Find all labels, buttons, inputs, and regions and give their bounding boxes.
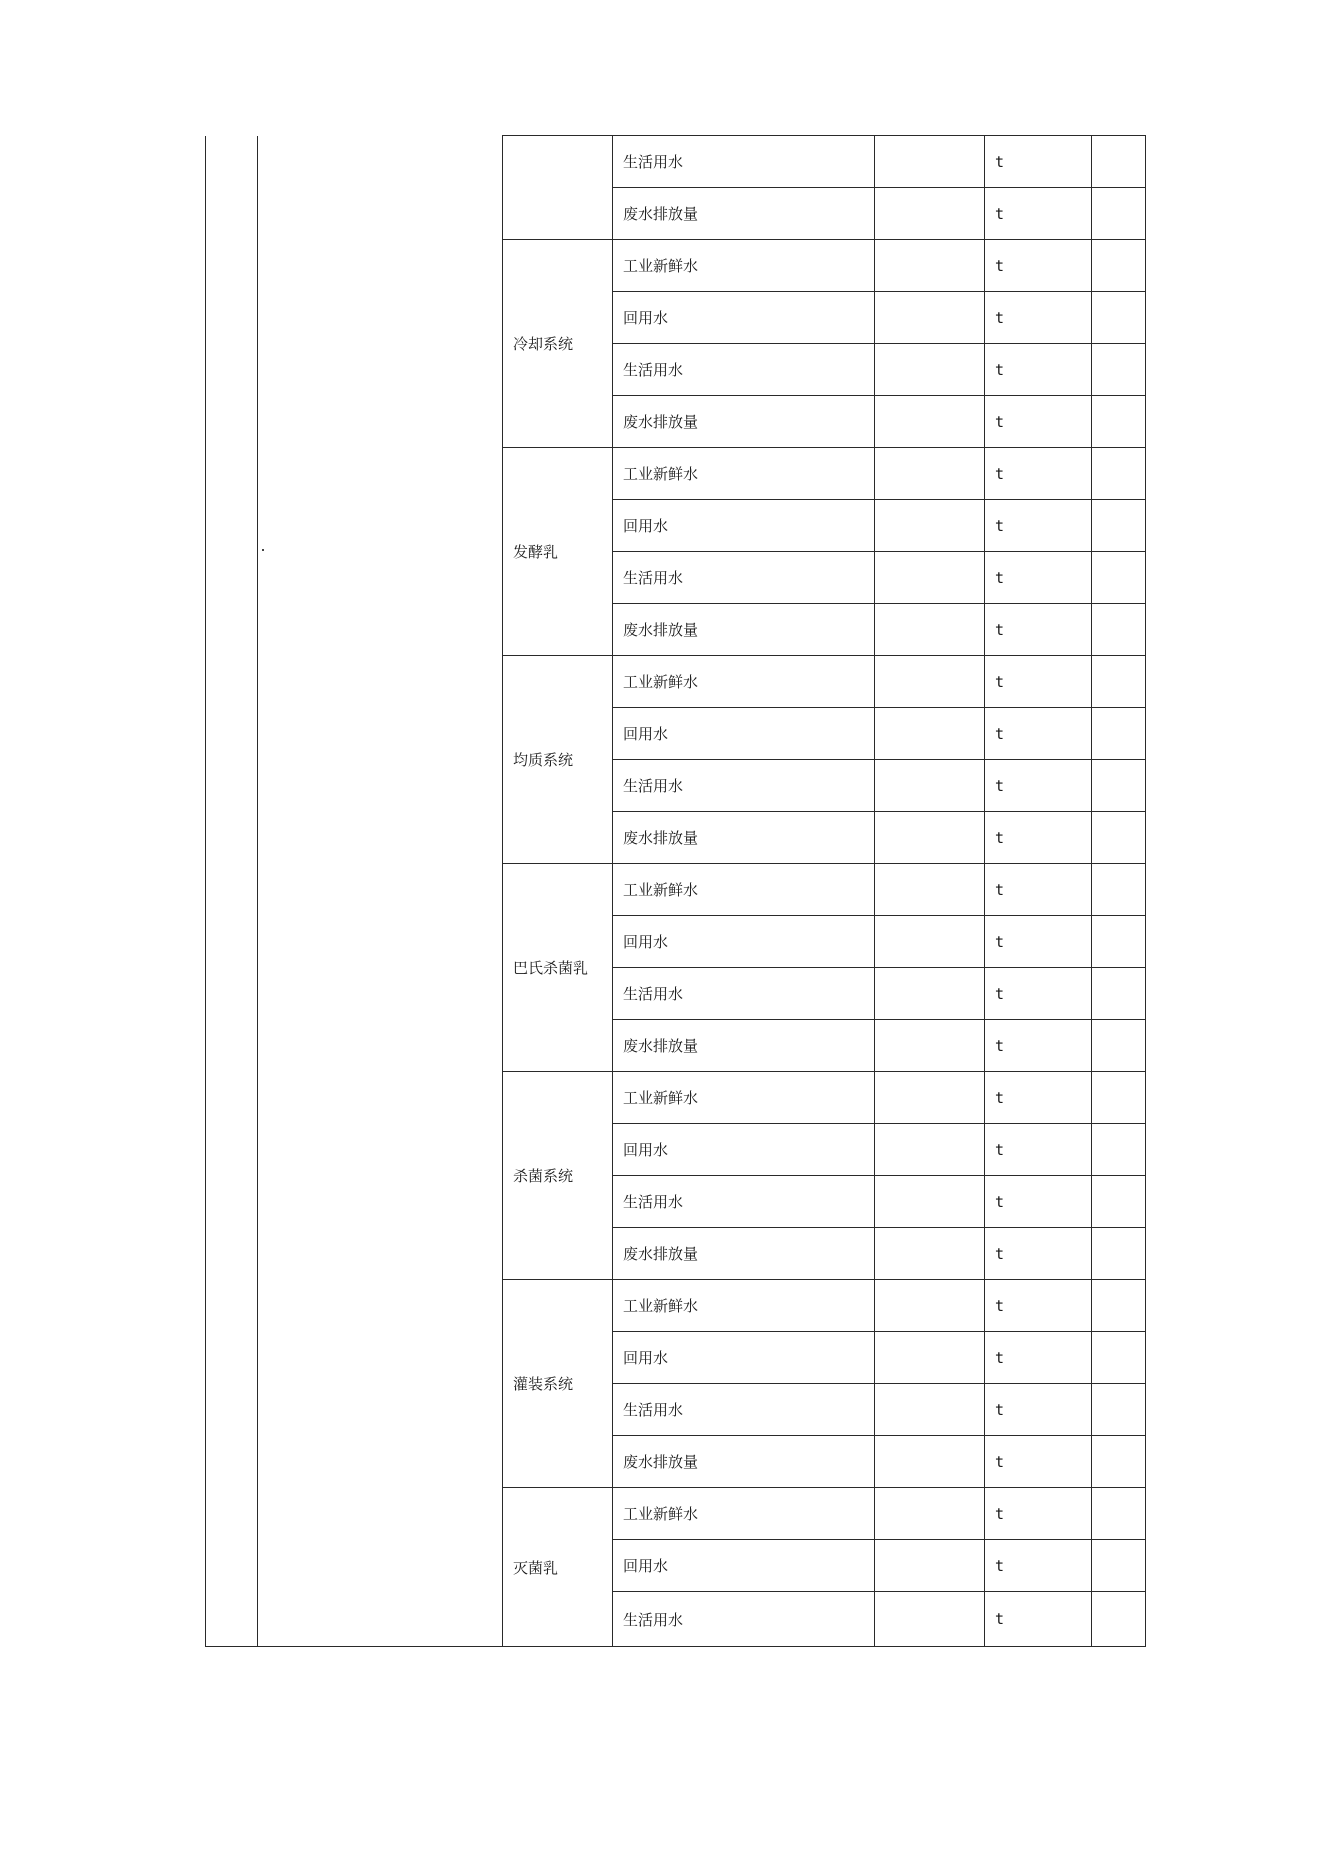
water-item-cell: 生活用水 bbox=[613, 136, 875, 188]
remark-cell[interactable] bbox=[1092, 552, 1146, 604]
water-item-cell: 生活用水 bbox=[613, 1592, 875, 1647]
value-cell[interactable] bbox=[875, 1488, 985, 1540]
value-cell[interactable] bbox=[875, 1176, 985, 1228]
unit-cell: t bbox=[985, 864, 1092, 916]
water-item-cell: 生活用水 bbox=[613, 1176, 875, 1228]
water-item-cell: 回用水 bbox=[613, 292, 875, 344]
water-item-cell: 工业新鲜水 bbox=[613, 1280, 875, 1332]
water-item-cell: 回用水 bbox=[613, 1540, 875, 1592]
value-cell[interactable] bbox=[875, 500, 985, 552]
water-item-cell: 工业新鲜水 bbox=[613, 864, 875, 916]
table-body bbox=[206, 136, 1146, 1647]
unit-cell: t bbox=[985, 656, 1092, 708]
process-group-cell: 灭菌乳 bbox=[503, 1488, 613, 1647]
remark-cell[interactable] bbox=[1092, 188, 1146, 240]
remark-cell[interactable] bbox=[1092, 760, 1146, 812]
remark-cell[interactable] bbox=[1092, 1384, 1146, 1436]
unit-cell: t bbox=[985, 1020, 1092, 1072]
process-group-cell: 灌装系统 bbox=[503, 1280, 613, 1488]
remark-cell[interactable] bbox=[1092, 1072, 1146, 1124]
unit-cell: t bbox=[985, 1592, 1092, 1647]
water-item-cell: 生活用水 bbox=[613, 344, 875, 396]
water-item-cell: 生活用水 bbox=[613, 968, 875, 1020]
water-item-cell: 废水排放量 bbox=[613, 604, 875, 656]
inner-category-cell bbox=[258, 136, 503, 1647]
water-item-cell: 生活用水 bbox=[613, 1384, 875, 1436]
process-group-cell: 均质系统 bbox=[503, 656, 613, 864]
unit-cell: t bbox=[985, 1436, 1092, 1488]
unit-cell: t bbox=[985, 604, 1092, 656]
remark-cell[interactable] bbox=[1092, 396, 1146, 448]
unit-cell: t bbox=[985, 1332, 1092, 1384]
unit-cell: t bbox=[985, 760, 1092, 812]
remark-cell[interactable] bbox=[1092, 916, 1146, 968]
water-item-cell: 回用水 bbox=[613, 1124, 875, 1176]
unit-cell: t bbox=[985, 968, 1092, 1020]
value-cell[interactable] bbox=[875, 1072, 985, 1124]
value-cell[interactable] bbox=[875, 1436, 985, 1488]
value-cell[interactable] bbox=[875, 344, 985, 396]
value-cell[interactable] bbox=[875, 916, 985, 968]
unit-cell: t bbox=[985, 1488, 1092, 1540]
value-cell[interactable] bbox=[875, 240, 985, 292]
unit-cell: t bbox=[985, 1540, 1092, 1592]
remark-cell[interactable] bbox=[1092, 1124, 1146, 1176]
value-cell[interactable] bbox=[875, 1384, 985, 1436]
value-cell[interactable] bbox=[875, 604, 985, 656]
unit-cell: t bbox=[985, 448, 1092, 500]
water-item-cell: 工业新鲜水 bbox=[613, 1488, 875, 1540]
unit-cell: t bbox=[985, 916, 1092, 968]
unit-cell: t bbox=[985, 292, 1092, 344]
unit-cell: t bbox=[985, 1072, 1092, 1124]
value-cell[interactable] bbox=[875, 188, 985, 240]
remark-cell[interactable] bbox=[1092, 708, 1146, 760]
water-item-cell: 回用水 bbox=[613, 1332, 875, 1384]
unit-cell: t bbox=[985, 396, 1092, 448]
water-item-cell: 废水排放量 bbox=[613, 1436, 875, 1488]
process-group-cell: 杀菌系统 bbox=[503, 1072, 613, 1280]
remark-cell[interactable] bbox=[1092, 344, 1146, 396]
remark-cell[interactable] bbox=[1092, 864, 1146, 916]
value-cell[interactable] bbox=[875, 864, 985, 916]
remark-cell[interactable] bbox=[1092, 448, 1146, 500]
remark-cell[interactable] bbox=[1092, 1280, 1146, 1332]
unit-cell: t bbox=[985, 1280, 1092, 1332]
water-item-cell: 回用水 bbox=[613, 916, 875, 968]
process-group-cell: 发酵乳 bbox=[503, 448, 613, 656]
value-cell[interactable] bbox=[875, 1592, 985, 1647]
water-usage-table bbox=[205, 135, 1146, 1647]
value-cell[interactable] bbox=[875, 448, 985, 500]
unit-cell: t bbox=[985, 1176, 1092, 1228]
remark-cell[interactable] bbox=[1092, 1436, 1146, 1488]
remark-cell[interactable] bbox=[1092, 968, 1146, 1020]
unit-cell: t bbox=[985, 552, 1092, 604]
water-item-cell: 工业新鲜水 bbox=[613, 240, 875, 292]
unit-cell: t bbox=[985, 812, 1092, 864]
water-item-cell: 废水排放量 bbox=[613, 396, 875, 448]
remark-cell[interactable] bbox=[1092, 292, 1146, 344]
remark-cell[interactable] bbox=[1092, 1228, 1146, 1280]
water-item-cell: 废水排放量 bbox=[613, 188, 875, 240]
water-item-cell: 废水排放量 bbox=[613, 1020, 875, 1072]
value-cell[interactable] bbox=[875, 812, 985, 864]
unit-cell: t bbox=[985, 188, 1092, 240]
water-item-cell: 废水排放量 bbox=[613, 812, 875, 864]
value-cell[interactable] bbox=[875, 1020, 985, 1072]
value-cell[interactable] bbox=[875, 760, 985, 812]
remark-cell[interactable] bbox=[1092, 656, 1146, 708]
table-row bbox=[206, 136, 1146, 188]
unit-cell: t bbox=[985, 240, 1092, 292]
value-cell[interactable] bbox=[875, 396, 985, 448]
value-cell[interactable] bbox=[875, 656, 985, 708]
value-cell[interactable] bbox=[875, 708, 985, 760]
remark-cell[interactable] bbox=[1092, 240, 1146, 292]
process-group-cell: 冷却系统 bbox=[503, 240, 613, 448]
remark-cell[interactable] bbox=[1092, 1176, 1146, 1228]
water-item-cell: 回用水 bbox=[613, 708, 875, 760]
remark-cell[interactable] bbox=[1092, 1488, 1146, 1540]
unit-cell: t bbox=[985, 1384, 1092, 1436]
remark-cell[interactable] bbox=[1092, 500, 1146, 552]
water-item-cell: 废水排放量 bbox=[613, 1228, 875, 1280]
remark-cell[interactable] bbox=[1092, 1020, 1146, 1072]
remark-cell[interactable] bbox=[1092, 604, 1146, 656]
remark-cell[interactable] bbox=[1092, 1540, 1146, 1592]
value-cell[interactable] bbox=[875, 1228, 985, 1280]
remark-cell[interactable] bbox=[1092, 1592, 1146, 1647]
unit-cell: t bbox=[985, 500, 1092, 552]
process-group-cell: 巴氏杀菌乳 bbox=[503, 864, 613, 1072]
water-item-cell: 工业新鲜水 bbox=[613, 656, 875, 708]
water-item-cell: 工业新鲜水 bbox=[613, 448, 875, 500]
remark-cell[interactable] bbox=[1092, 812, 1146, 864]
process-group-cell bbox=[503, 136, 613, 240]
value-cell[interactable] bbox=[875, 292, 985, 344]
unit-cell: t bbox=[985, 344, 1092, 396]
unit-cell: t bbox=[985, 136, 1092, 188]
water-item-cell: 工业新鲜水 bbox=[613, 1072, 875, 1124]
water-item-cell: 生活用水 bbox=[613, 760, 875, 812]
unit-cell: t bbox=[985, 1228, 1092, 1280]
value-cell[interactable] bbox=[875, 1332, 985, 1384]
unit-cell: t bbox=[985, 708, 1092, 760]
remark-cell[interactable] bbox=[1092, 1332, 1146, 1384]
water-item-cell: 生活用水 bbox=[613, 552, 875, 604]
value-cell[interactable] bbox=[875, 136, 985, 188]
unit-cell: t bbox=[985, 1124, 1092, 1176]
value-cell[interactable] bbox=[875, 1124, 985, 1176]
water-item-cell: 回用水 bbox=[613, 500, 875, 552]
value-cell[interactable] bbox=[875, 1540, 985, 1592]
value-cell[interactable] bbox=[875, 552, 985, 604]
remark-cell[interactable] bbox=[1092, 136, 1146, 188]
value-cell[interactable] bbox=[875, 1280, 985, 1332]
value-cell[interactable] bbox=[875, 968, 985, 1020]
outer-category-cell bbox=[206, 136, 258, 1647]
